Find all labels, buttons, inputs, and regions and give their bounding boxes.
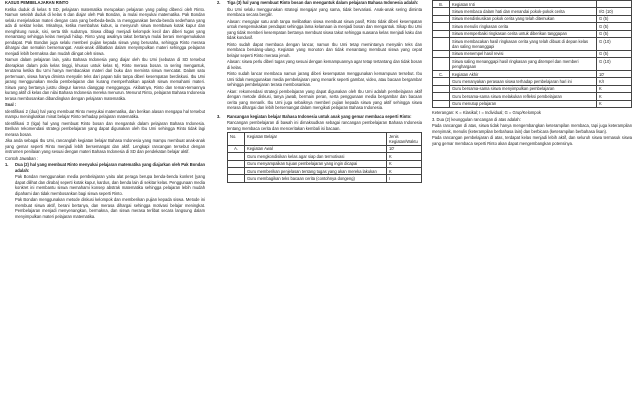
table-row [228, 160, 422, 167]
table-cell-type: K [387, 153, 422, 160]
table-body-part-2 [433, 1, 632, 108]
table-cell-activity: Siswa membaca dalam hati dan menandai pokok-pokok cerita [450, 8, 597, 15]
table-cell-type: 10' [597, 71, 632, 78]
case-paragraph-1: Ketika duduk di kelas 5 SD, pelajaran matematika merupakan pelajaran yang paling dibenci oleh Rinto. Namun setelah duduk di kelas 6 dan diajar oleh Pak Bondan, ia mulai menyukai matematika. Pak Bondan selalu menjelaskan materi dengan cara yang berbeda-beda. Ia menggunakan benda-benda sederhana yang ada di sekitar kelas. Misalnya, ketika membahas kubus, ia menyuruh siswa membawa kotak kapur dan menghitung rusuk, sisi, serta titik sudutnya. Siswa dibagi menjadi kelompok kecil dan diberi tugas yang menantang sehingga kelas menjadi hidup. Rinto yang awalnya takut bertanya mulai berani mengemukakan pendapat. Pak Bondan juga selalu memberi pujian kepada siswa yang berusaha, sehingga Rinto merasa dihargai dan semakin bersemangat. Anak-anak dilibatkan dalam menyimpulkan materi sehingga pelajaran menjadi lebih bermakna dan mudah diingat oleh siswa. [5, 6, 205, 56]
note-paragraph-2: Pada rancangan pembelajaran di atas, terdapat kelas menjadi lebih aktif, dan seluruh siswa termasuk siswa yang gemar membaca seperti Rinto akan dapat mengembangkan potensinya. [432, 135, 632, 146]
table-row [228, 145, 422, 152]
table-cell-type: I/G (10) [597, 8, 632, 15]
table-cell-no [433, 15, 450, 22]
table-row [433, 85, 632, 92]
case-title: KASUS PEMBELAJARAN RINTO [5, 0, 69, 5]
note-heading: 3. Dua (2) keunggulan rancangan di atas adalah: [432, 116, 521, 122]
table-row [433, 78, 632, 85]
table-cell-type: K [597, 93, 632, 100]
table-row [433, 50, 632, 57]
table-cell-activity: Guru mengkondisikan kelas agar siap dan termotivasi [245, 153, 387, 160]
section-2-paragraph-5: Rinto sudah lancar membaca namun jarang diberi kesempatan menggunakan kemampuan tersebut. Ibu Umi tidak menggunakan media pembelajaran yang menarik seperti gambar, video, atau bacaan bergambar sehingga pembelajaran terasa membosankan. [227, 71, 422, 87]
table-cell-type: K [597, 85, 632, 92]
table-cell-activity: Siswa menulis ringkasan cerita [450, 23, 597, 30]
table-cell-type: G (5) [597, 30, 632, 37]
table-cell-no [433, 100, 450, 107]
activity-table-part-2 [432, 0, 632, 108]
section-3-paragraph-1: Rancangan pembelajaran di bawah ini dimaksudkan sebagai rancangan pembelajaran Bahasa Indonesia tentang membaca cerita dan menceritakan kembali isi bacaan. [227, 120, 422, 131]
table-cell-no [433, 58, 450, 71]
table-cell-type [597, 1, 632, 8]
table-cell-activity: Siswa saling menanggapi hasil ringkasan yang ditempel dan memberi penghargaan [450, 58, 597, 71]
table-cell-activity: Guru menyampaikan tujuan pembelajaran yang ingin dicapai [245, 160, 387, 167]
table-cell-activity: Kegiatan Awal [245, 145, 387, 152]
section-2-paragraph-6: Akan: rekomendasi strategi pembelajaran yang dapat digunakan oleh Ibu Umi adalah pembelajaran aktif dengan metode diskusi, tanya jawab, bermain peran, serta penggunaan media bergambar dan bacaan cerita yang menarik. Ibu Umi juga sebaiknya memberi pujian kepada siswa yang aktif sehingga siswa merasa dihargai dan lebih bersemangat dalam mengikuti pelajaran Bahasa Indonesia. [227, 88, 422, 110]
soal-3: Jika anda sebagai Ibu Umi, rancanglah kegiatan belajar Bahasa Indonesia yang mampu membuat anak-anak yang gemar seperti Rinto menjadi lebih bersemangat dan aktif. Lengkapi rancangan tersebut dengan instrumen penilaian yang sesuai dengan materi Bahasa Indonesia di SD dan pendekatan belajar aktif. [5, 138, 205, 154]
column-right [432, 0, 632, 147]
section-3-number: 3. [217, 113, 221, 119]
table-row [228, 175, 422, 182]
table-row [433, 30, 632, 37]
table-cell-no [433, 93, 450, 100]
table-cell-type: I [387, 175, 422, 182]
table-cell-type: K [597, 100, 632, 107]
table-cell-activity: Kegiatan Inti [450, 1, 597, 8]
table-row [433, 1, 632, 8]
table-cell-type: K [387, 160, 422, 167]
table-cell-no [433, 85, 450, 92]
table-cell-no [228, 168, 245, 175]
table-cell-no [433, 23, 450, 30]
table-cell-no [433, 38, 450, 51]
soal-label: Soal : [5, 102, 17, 107]
table-header-type: Jenis Kegiatan/Waktu [387, 133, 422, 146]
table-cell-activity: Kegiatan Akhir [450, 71, 597, 78]
table-cell-no: A. [228, 145, 245, 152]
table-cell-activity: Siswa menempel hasil revisi [450, 50, 597, 57]
table-cell-type: 10' [387, 145, 422, 152]
table-cell-activity: Guru membagikan teks bacaan cerita (contohnya dongeng) [245, 175, 387, 182]
note-paragraph-1: Pada rancangan di atas, siswa tidak hanya mengembangkan keterampilan membaca, tapi juga keterampilan menyimak, menulis (keterampilan berbahasa lain) dan berbicara (keterampilan berbahasa lisan). [432, 123, 632, 134]
table-cell-no [433, 30, 450, 37]
table-cell-no: C. [433, 71, 450, 78]
answer-label: Contoh Jawaban : [5, 155, 38, 161]
section-2 [217, 0, 422, 112]
table-cell-activity: Guru memberikan penjelasan tentang tugas yang akan mereka lakukan [245, 168, 387, 175]
table-cell-activity: Guru menanyakan perasaan siswa terhadap pembelajaran hari ini [450, 78, 597, 85]
table-row [433, 71, 632, 78]
answer-1-paragraph-1: Pak Bondan menggunakan media pembelajaran yaitu alat peraga berupa benda-benda konkret (yang dapat dilihat dan diraba) seperti kotak kapur, kardus, dan benda lain di sekitar kelas. Penggunaan media konkret ini membantu siswa memahami konsep abstrak matematika sehingga pelajaran lebih mudah dipahami dan tidak membosankan bagi siswa seperti Rinto. [15, 174, 205, 196]
column-middle [217, 0, 422, 183]
answer-1-paragraph-2: Pak Bondan menggunakan metode diskusi kelompok dan memberikan pujian kepada siswa. Metode ini membuat siswa aktif, berani bertanya, dan merasa dihargai sehingga motivasi belajar meningkat. Pembelajaran menjadi menyenangkan, bermakna, dan siswa merasa terlibat secara langsung dalam menyimpulkan materi pelajaran matematika. [15, 197, 205, 219]
table-legend: Keterangan: K = Klasikal; I = Individual; G = Grup/Kelompok [432, 110, 541, 116]
table-cell-no [433, 78, 450, 85]
section-2-number: 2. [217, 0, 221, 5]
answer-1-heading: Dua (2) hal yang membuat Rinto menyukai pelajaran matematika yang diajarkan oleh Pak Bondan adalah: [15, 162, 205, 173]
table-row [433, 23, 632, 30]
section-2-heading: Tiga (3) hal yang membuat Rinto bosan dan mengantuk dalam pelajaran Bahasa Indonesia adalah: [227, 0, 419, 5]
section-2-paragraph-1: Ibu Umi selalu menggunakan strategi mengajar yang sama, tidak bervariasi. Anak-anak sering diminta membaca secara bergilir. [227, 6, 422, 17]
table-cell-no [228, 160, 245, 167]
table-row [228, 153, 422, 160]
soal-2: Identifikasi 3 (tiga) hal yang membuat Rinto bosan dan mengantuk dalam pelajaran Bahasa Indonesia. Berikan rekomendasi strategi pembelajaran yang dapat digunakan oleh Ibu Umi sehingga Rinto tidak lagi merasa bosan. [5, 120, 205, 137]
table-row [433, 38, 632, 51]
table-cell-activity: Guru bersama-sama siswa menyimpulkan pembelajaran [450, 85, 597, 92]
table-cell-type: G (5) [597, 15, 632, 22]
table-row [433, 58, 632, 71]
table-row [433, 15, 632, 22]
answer-1: 1. Dua (2) hal yang membuat Rinto menyukai pelajaran matematika yang diajarkan oleh Pak Bondan adalah: Pak Bondan menggunakan media pembelajaran yaitu alat peraga berupa benda-benda konkret (yang dapat dilihat dan diraba) seperti kotak kapur, kardus, dan benda lain di sekitar kelas. Penggunaan media konkret ini membantu siswa memahami konsep abstrak matematika sehingga pelajaran lebih mudah dipahami dan tidak membosankan bagi siswa seperti Rinto. Pak Bondan menggunakan metode diskusi kelompok dan memberikan pujian kepada siswa. Metode ini membuat siswa aktif, berani bertanya, dan merasa dihargai sehingga motivasi belajar meningkat. Pembelajaran menjadi menyenangkan, bermakna, dan siswa merasa terlibat secara langsung dalam menyimpulkan materi pelajaran matematika. [5, 162, 205, 219]
table-cell-no [433, 50, 450, 57]
table-cell-activity: Guru bersama-sama siswa melakukan refleksi pembelajaran [450, 93, 597, 100]
section-2-paragraph-3: Rinto sudah dapat membaca dengan lancar, namun Ibu Umi tetap memintanya menyalin teks dan membaca berulang-ulang. Kegiatan yang monoton dan tidak menantang membuat siswa yang cepat belajar seperti Rinto merasa jenuh. [227, 41, 422, 58]
table-row [433, 93, 632, 100]
table-row [433, 100, 632, 107]
table-cell-no [228, 153, 245, 160]
table-cell-type: G (10) [597, 38, 632, 51]
table-row [228, 168, 422, 175]
table-header-no: No. [228, 133, 245, 146]
section-3 [217, 114, 422, 183]
case-paragraph-2: Namun dalam pelajaran lain, yaitu Bahasa Indonesia yang diajar oleh Ibu Umi (sebutan di SD tersebut diterapkan dalam pola kelas tinggi, khusus untuk kelas 6), Rinto merasa bosan. Ia sering mengantuk, terutama ketika Ibu Umi hanya membacakan materi dari buku dan meminta siswa mencatat. Dalam satu pertemuan, siswa hanya diminta menyalin teks dari papan tulis tanpa diberi kesempatan berdiskusi. Ibu Umi jarang menggunakan media pembelajaran dan kurang memperhatikan apakah siswa memahami materi. Siswa yang bertanya justru ditegur karena dianggap mengganggu. Akibatnya, Rinto dan teman-temannya kurang aktif di kelas dan nilai Bahasa Indonesia mereka menurun. Menurut Rinto, pelajaran Bahasa Indonesia terasa membosankan dibandingkan dengan pelajaran matematika. [5, 57, 205, 101]
soal-1: Identifikasi 2 (dua) hal yang membuat Rinto menyukai matematika, dan berikan alasan mengapa hal tersebut mampu meningkatkan minat belajar Rinto terhadap pelajaran matematika. [5, 108, 205, 119]
table-cell-no [228, 175, 245, 182]
table-cell-activity: Siswa memperbaiki ringkasan cerita untuk diberikan tanggapan [450, 30, 597, 37]
table-header-row [228, 133, 422, 146]
activity-table-part-1 [227, 132, 422, 183]
table-cell-no: B. [433, 1, 450, 8]
table-cell-type: K/I [597, 78, 632, 85]
section-2-paragraph-4: Alasan: siswa perlu diberi tugas yang sesuai dengan kemampuannya agar tetap tertantang dan tidak bosan di kelas. [227, 59, 422, 70]
table-cell-activity: Guru menutup pelajaran [450, 100, 597, 107]
column-left [5, 0, 205, 220]
table-cell-activity: Siswa membacakan hasil ringkasan cerita yang telah dibuat di depan kelas dan saling menanggapi [450, 38, 597, 51]
table-cell-type: G (10) [597, 58, 632, 71]
table-row [433, 8, 632, 15]
table-header-activity: Kegiatan Belajar [245, 133, 387, 146]
table-cell-no [433, 8, 450, 15]
section-3-heading: Rancangan kegiatan belajar Bahasa Indonesia untuk anak yang gemar membaca seperti Rinto: [227, 113, 412, 119]
table-cell-activity: Siswa mendiskusikan pokok cerita yang telah ditemukan [450, 15, 597, 22]
table-body-part-1 [228, 145, 422, 182]
table-cell-type: K [387, 168, 422, 175]
table-cell-type: G (5) [597, 50, 632, 57]
section-2-paragraph-2: Alasan: mengajar satu arah tanpa melibatkan siswa membuat siswa pasif, Rinto tidak diberi kesempatan untuk mengemukakan pendapat sehingga lama kelamaan ia menjadi bosan dan mengantuk. Sikap Ibu Umi yang tidak memberi kesempatan bertanya membuat siswa takut sehingga suasana kelas menjadi kaku dan tidak kondusif. [227, 18, 422, 40]
table-cell-type: G (5) [597, 23, 632, 30]
